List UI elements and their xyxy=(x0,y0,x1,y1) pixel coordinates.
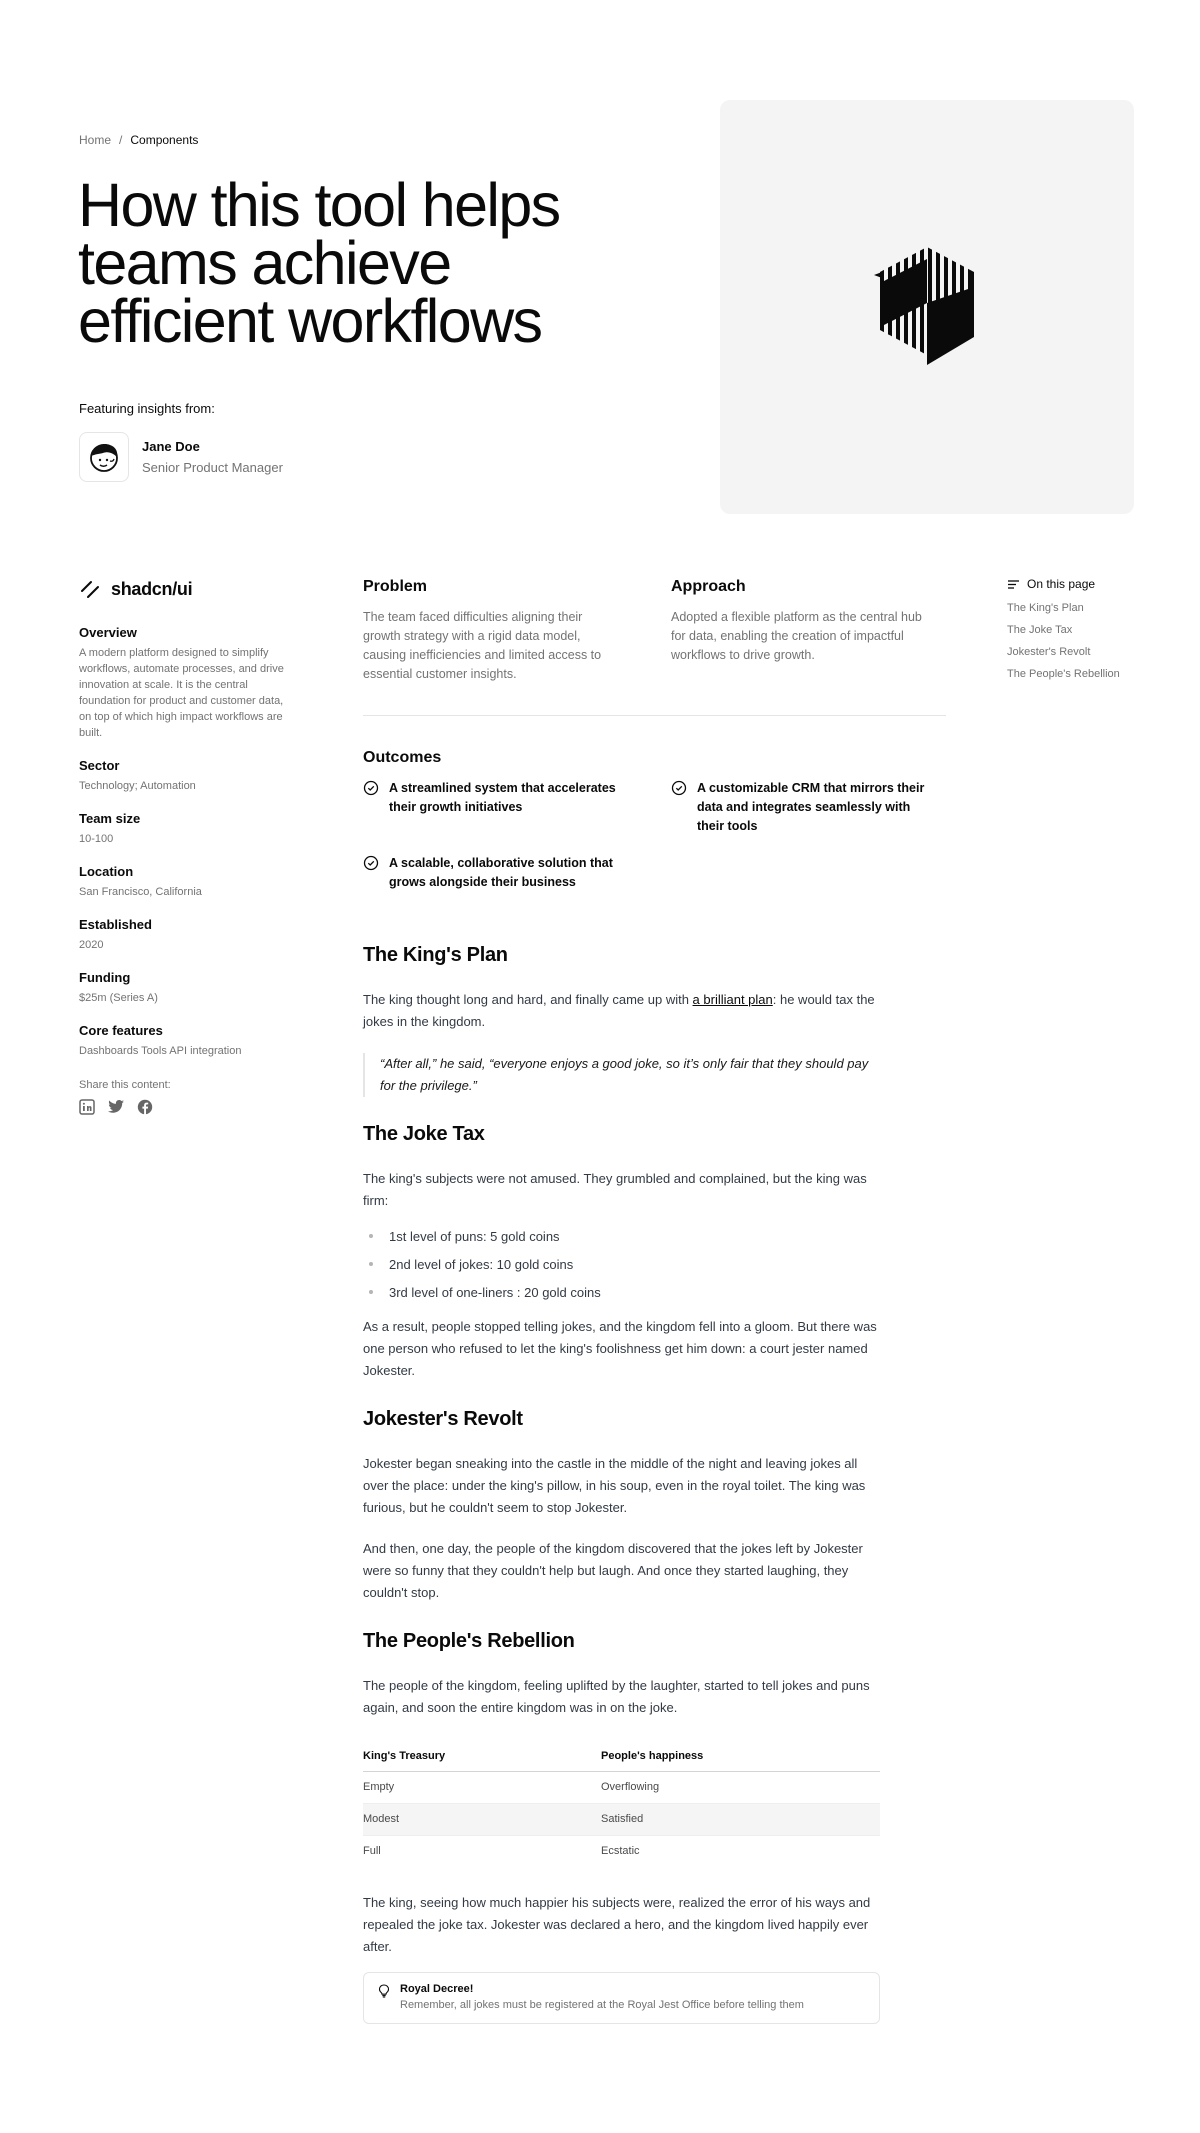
table-cell: Overflowing xyxy=(601,1771,880,1803)
linkedin-icon[interactable] xyxy=(79,1099,95,1115)
meta-label: Funding xyxy=(79,970,131,985)
check-circle-icon xyxy=(671,780,687,796)
problem-approach xyxy=(363,578,946,684)
bullet-dot xyxy=(369,1234,373,1238)
breadcrumb xyxy=(79,133,198,147)
table-row xyxy=(363,1803,880,1835)
author-role: Senior Product Manager xyxy=(142,460,283,475)
breadcrumb-home[interactable]: Home xyxy=(79,133,112,147)
meta-label: Location xyxy=(79,864,134,879)
check-circle-icon xyxy=(363,855,379,871)
meta-value: 2020 xyxy=(79,939,104,951)
toc-link-kings-plan[interactable]: The King's Plan xyxy=(1007,602,1084,614)
twitter-icon[interactable] xyxy=(107,1099,125,1115)
breadcrumb-separator: / xyxy=(119,133,123,147)
paragraph: The king's subjects were not amused. They grumbled and complained, but the king was firm: xyxy=(363,1171,867,1208)
callout-body xyxy=(400,1983,804,2013)
approach-title: Approach xyxy=(671,578,746,595)
facebook-icon[interactable] xyxy=(137,1099,153,1115)
paragraph: The people of the kingdom, feeling uplifted by the laughter, started to tell jokes and puns again, and soon the entire kingdom was in on the joke. xyxy=(363,1678,870,1715)
bullet-dot xyxy=(369,1262,373,1266)
list-item xyxy=(363,1222,883,1250)
list-item-text: 3rd level of one-liners : 20 gold coins xyxy=(389,1284,601,1300)
outcome-item xyxy=(363,854,623,892)
paragraph: And then, one day, the people of the kingdom discovered that the jokes left by Jokester were so funny that they couldn't help but laugh. And once they started laughing, they couldn't stop. xyxy=(363,1541,863,1600)
toc-title: On this page xyxy=(1027,577,1096,591)
paragraph: As a result, people stopped telling jokes, and the kingdom fell into a gloom. But there was one person who refused to let the king's foolishness get him down: a court jester named Jokester. xyxy=(363,1319,877,1378)
toc-link-joke-tax[interactable]: The Joke Tax xyxy=(1007,624,1073,636)
case-study-summary xyxy=(363,578,946,892)
logo-mark-icon xyxy=(862,237,992,377)
author-name: Jane Doe xyxy=(142,439,200,454)
outcome-text: A streamlined system that accelerates their growth initiatives xyxy=(389,781,616,814)
divider xyxy=(363,715,946,716)
meta-sector xyxy=(79,758,294,794)
breadcrumb-current: Components xyxy=(130,133,199,147)
text: : he would tax the jokes in the kingdom. xyxy=(363,992,875,1029)
hero-section xyxy=(0,0,1200,560)
table-row xyxy=(363,1835,880,1867)
meta-funding xyxy=(79,970,294,1006)
heading-joke-tax: The Joke Tax xyxy=(363,1123,485,1145)
on-this-page-nav xyxy=(1007,577,1157,690)
table-cell: Modest xyxy=(363,1803,601,1835)
share-icons xyxy=(79,1099,294,1115)
outcomes-title: Outcomes xyxy=(363,749,442,766)
shadcn-logo-icon xyxy=(79,578,101,600)
check-circle-icon xyxy=(363,780,379,796)
paragraph: Jokester began sneaking into the castle in the middle of the night and leaving jokes all over the place: under the king's pillow, in his soup, even in the royal toilet. The king was furious, but he couldn't seem to stop Jokester. xyxy=(363,1456,866,1515)
blockquote: “After all,” he said, “everyone enjoys a good joke, so it’s only fair that they should pay for the privilege.” xyxy=(363,1053,883,1097)
column-header: People's happiness xyxy=(601,1741,880,1771)
meta-location xyxy=(79,864,294,900)
article-body xyxy=(363,944,883,2024)
treasury-table xyxy=(363,1741,880,1867)
outcome-text: A customizable CRM that mirrors their data and integrates seamlessly with their tools xyxy=(697,781,925,833)
royal-decree-callout xyxy=(363,1972,880,2024)
brilliant-plan-link[interactable]: a brilliant plan xyxy=(692,992,773,1007)
list-item-text: 2nd level of jokes: 10 gold coins xyxy=(389,1256,574,1272)
paragraph xyxy=(363,989,883,1033)
company-sidebar xyxy=(79,578,294,1115)
avatar xyxy=(79,432,129,482)
table-row xyxy=(363,1771,880,1803)
meta-label: Sector xyxy=(79,758,120,773)
author-info xyxy=(142,439,283,475)
hero-image xyxy=(720,100,1134,514)
list-item-text: 1st level of puns: 5 gold coins xyxy=(389,1228,560,1244)
meta-value: 10-100 xyxy=(79,833,114,845)
table-cell: Full xyxy=(363,1845,381,1858)
outcome-item xyxy=(363,779,623,836)
tax-list xyxy=(363,1222,883,1306)
outcomes-list xyxy=(363,779,946,892)
brand xyxy=(79,578,294,600)
heading-jokesters-revolt: Jokester's Revolt xyxy=(363,1408,523,1430)
toc-header xyxy=(1007,577,1157,591)
meta-value: San Francisco, California xyxy=(79,886,202,898)
column-header: King's Treasury xyxy=(363,1741,601,1771)
list-item xyxy=(363,1250,883,1278)
meta-value: A modern platform designed to simplify workflows, automate processes, and drive innovation at scale. It is the central foundation for product and customer data, on top of which high impact workflows are built. xyxy=(79,647,284,739)
problem-title: Problem xyxy=(363,578,428,595)
meta-label: Overview xyxy=(79,625,137,640)
problem-block xyxy=(363,578,623,684)
toc-link-peoples-rebellion[interactable]: The People's Rebellion xyxy=(1007,668,1120,680)
meta-established xyxy=(79,917,294,953)
heading-peoples-rebellion: The People's Rebellion xyxy=(363,1630,575,1652)
outcome-text: A scalable, collaborative solution that grows alongside their business xyxy=(389,856,613,889)
approach-block xyxy=(671,578,931,684)
share-label: Share this content: xyxy=(79,1079,171,1091)
approach-text: Adopted a flexible platform as the central hub for data, enabling the creation of impactful workflows to drive growth. xyxy=(671,610,922,662)
paragraph: The king, seeing how much happier his subjects were, realized the error of his ways and repealed the joke tax. Jokester was declared a hero, and the kingdom lived happily ever after. xyxy=(363,1895,871,1954)
heading-kings-plan: The King's Plan xyxy=(363,944,508,966)
table-cell: Ecstatic xyxy=(601,1845,640,1858)
author-card xyxy=(79,432,283,482)
meta-label: Core features xyxy=(79,1023,163,1038)
table-header-row xyxy=(363,1741,880,1771)
meta-value: $25m (Series A) xyxy=(79,992,158,1004)
text-align-left-icon xyxy=(1007,579,1020,590)
list-item xyxy=(363,1278,883,1306)
meta-label: Team size xyxy=(79,811,141,826)
callout-title: Royal Decree! xyxy=(400,1983,474,1995)
table-cell: Empty xyxy=(363,1771,601,1803)
meta-value: Technology; Automation xyxy=(79,780,196,792)
toc-link-jokesters-revolt[interactable]: Jokester's Revolt xyxy=(1007,646,1091,658)
meta-core-features xyxy=(79,1023,294,1059)
outcome-item xyxy=(671,779,931,836)
brand-name: shadcn/ui xyxy=(111,578,193,599)
bullet-dot xyxy=(369,1290,373,1294)
featuring-label: Featuring insights from: xyxy=(79,401,215,416)
text: The king thought long and hard, and finally came up with xyxy=(363,992,693,1007)
meta-overview xyxy=(79,625,294,741)
meta-label: Established xyxy=(79,917,152,932)
table-cell: Satisfied xyxy=(601,1803,880,1835)
page-title: How this tool helps teams achieve efficient workflows xyxy=(78,171,560,355)
meta-team-size xyxy=(79,811,294,847)
problem-text: The team faced difficulties aligning their growth strategy with a rigid data model, causing inefficiencies and limited access to essential customer insights. xyxy=(363,610,602,681)
meta-value: Dashboards Tools API integration xyxy=(79,1045,242,1057)
avatar-illustration-icon xyxy=(86,439,122,475)
lightbulb-icon xyxy=(378,1984,390,1998)
callout-text: Remember, all jokes must be registered at the Royal Jest Office before telling them xyxy=(400,1999,804,2011)
